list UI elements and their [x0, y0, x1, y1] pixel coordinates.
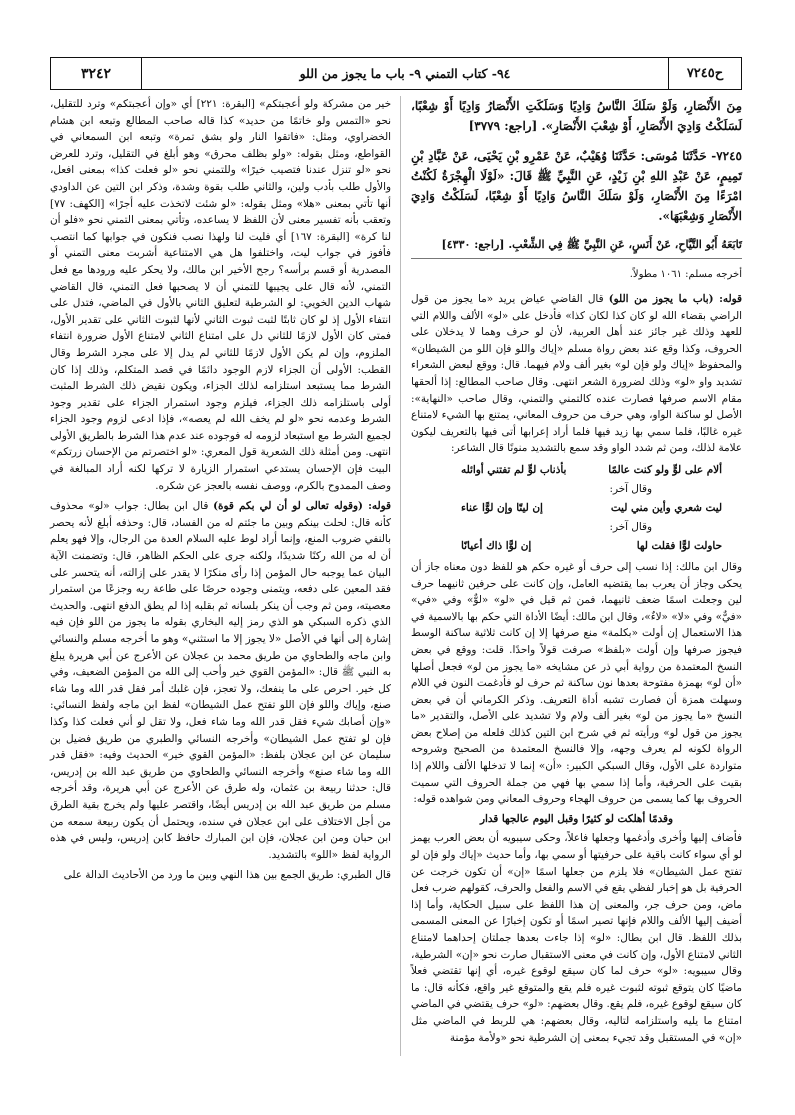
commentary-separator — [411, 258, 742, 259]
hadith-range-label: ح٧٢٤٥ — [668, 58, 741, 89]
poetry-block — [411, 461, 742, 555]
hadith-opening-text: مِنَ الأَنْصَارِ، وَلَوْ سَلَكَ النَّاسُ وَادِيًا وَسَلَكَتِ الأَنْصَارُ وَادِيًا أَوْ شِعْبًا، لَسَلَكْتُ وَادِيَ الأَنْصَارِ، أَوْ شِعْبَ الأَنْصَارِ». [راجع: ٣٧٧٩] — [411, 99, 742, 133]
right-column — [411, 96, 742, 1046]
takhrij-note: أخرجه مسلم: ١٠٦١ مطولاً. — [629, 269, 742, 280]
column-divider — [400, 96, 401, 1056]
left-commentary-lead: قوله: (وقوله تعالى لو أن لي بكم قوة) — [213, 500, 391, 513]
verse-2 — [411, 499, 742, 517]
verse-2-second-hemistich: إن ليتًا وإن لوًّا عناء — [461, 501, 543, 514]
commentary-text-1: قال القاضي عياض يريد «ما يجوز من قول الراضي بقضاء الله لو كان كذا لكان كذا» فأدخل على «لو» الألف واللام التي للعهد وذلك غير جائز عند أهل العربية، لأن لو حرف وهما لا يدخلان على الحروف، وكذا وقع عند بعض رواة مسلم «إياك واللو فإن اللو من الشيطان» والمحفوظ «إياك ولو فإن لو» بغير ألف ولام فيهما. قال: ووقع لبعض الشعراء تشديد واو «لو» وذلك لضرورة الشعر انتهى. وقال صاحب المطالع: إذا ألحقها مقام الاسم صرفها فصارت عنده كالتمني والتمني، وقال صاحب «النهاية»: الأصل لو ساكنة الواو، وهي حرف من حروف المعاني، يمتنع بها الشيء لامتناع غيره غالبًا، فلما سمي بها زيد فيها فلما أراد إعرابها أتى فيها بالتعريف ليكون علامة لذلك، ومن ثم شدد الواو وقد سمع بالتشديد منونًا قال الشاعر: — [411, 293, 742, 455]
mutaba-note: تَابَعَهُ أَبُو التَّيَّاحِ، عَنْ أَنَسٍ، عَنِ النَّبِيِّ ﷺ فِي الشِّعْبِ. [راجع: ٤٣٣٠] — [441, 238, 742, 251]
verse-3-first-hemistich: حاولت لوًّا فقلت لها — [636, 539, 722, 552]
left-column — [50, 96, 391, 884]
page-number: ٣٢٤٢ — [51, 58, 142, 89]
verse-1-first-hemistich: ألام على لوٍّ ولو كنت عالمًا — [608, 463, 722, 476]
chapter-title: ٩٤- كتاب التمني ٩- باب ما يجوز من اللو — [299, 66, 511, 81]
poet-intro-2: وقال آخر: — [609, 482, 652, 495]
verse-1-second-hemistich: بأذناب لوٍّ لم تفتني أوائله — [461, 463, 567, 476]
verse-4: وقدمًا أهلكت لو كثيرًا وقبل اليوم عالجها قدار — [479, 812, 674, 825]
hadith-main-text: حَدَّثَنَا مُوسَى: حَدَّثَنَا وُهَيْبٌ، عَنْ عَمْرِو بْنِ يَحْيَى، عَنْ عَبَّادِ بْنِ تَمِيمٍ، عَنْ عَبْدِ اللهِ بْنِ زَيْدٍ، عَنِ النَّبِيِّ ﷺ قَالَ: «لَوْلَا الْهِجْرَةُ لَكُنْتُ امْرَءًا مِنَ الأَنْصَارِ، وَلَوْ سَلَكَ النَّاسُ وَادِيًا أَوْ شِعْبًا، لَسَلَكْتُ وَادِيَ الأَنْصَارِ وَشِعْبَهَا». — [411, 149, 742, 223]
left-paragraph-1: خير من مشركة ولو أعجبتكم» [البقرة: ٢٢١] أي «وإن أعجبتكم» وترد للتقليل، نحو «التمس ولو خاتمًا من حديد» كذا قاله صاحب المطالع وتبعه ابن هشام الخضراوي، ومثل: «فاتقوا النار ولو بشق تمرة» وتبعه ابن السمعاني في القواطع، ومثل بقوله: «ولو بظلف محرق» وهو أبلغ في التقليل، وترد للعرض نحو «لو تنزل عندنا فتصيب خيرًا» وللتمني نحو «لو فعلت كذا» بمعنى افعل، والأول طلب بأدب ولين، والثاني طلب بقوة وشدة، وذكر ابن التين عن الداودي أنها تأتي بمعنى «هلا» ومثل بقوله: «لو شئت لاتخذت عليه أجرًا» [الكهف: ٧٧] وتعقب بأنه تفسير معنى لأن اللفظ لا يساعده، وتأتي بمعنى التمني نحو «فلو أن لنا كرة» [البقرة: ١٦٧] أي فليت لنا ولهذا نصب فنكون في جوابها كما انتصب فأفوز في جواب ليت، واختلفوا هل هي الامتناعية أشربت معنى التمني أو المصدرية أو قسم برأسه؟ رجح الأخير ابن مالك، ولا يحكر عليه ورودها مع فعل التمني، لأنه قال على يجيبها للتمني أن لا يصحبها فعل التمني، قال القاضي شهاب الدين الخويي: لو الشرطية لتعليق الثاني بالأول في الماضي، فتدل على انتفاء الأول إذ لو كان ثابتًا لثبت ثبوت الثاني لأنها لثبوت الثاني على تقدير الأول، فمتى كان الأول لازمًا للثاني دل على امتناع الثاني لامتناع الأول ضرورة انتفاء الملزوم، وإن لم يكن الأول لازمًا للثاني لم يدل إلا على مجرد الشرط وقال القطب: الأولى أن الجزاء لازم الوجود دائمًا في قصد المتكلم، وذلك إذا كان الشرط مما يستبعد استلزامه لذلك الجزاء، ويكون نقيض ذلك الشرط المثبت أولى باستلزامه ذلك الجزاء، فيلزم وجود استمرار الجزاء على تقدير وجود الشرط وعدمه نحو «لو لم يخف الله لم يعصه»، فإذا ادعى لزوم وجود الجزاء لجميع الشرط مع استبعاد لزومه له فوجوده عند عدم هذا الشرط بالطريق الأولى انتهى. ومن أمثلة ذلك الشعرية قول المعري: «لو اختصرتم من الإحسان زرتكم» البيت فإن الإحسان يستدعي استمرار الزيارة لا تركها لكنه أراد المبالغة في وصف الممدوح بالكرم، ووصف نفسه بالعجز عن شكره. — [50, 98, 391, 492]
page-header — [50, 57, 742, 90]
hadith-7245 — [411, 146, 742, 226]
verse-3 — [411, 537, 742, 555]
left-paragraph-3: قال الطبري: طريق الجمع بين هذا النهي وبين ما ورد من الأحاديث الدالة على — [63, 869, 391, 882]
hadith-number: ٧٢٤٥- — [711, 149, 742, 163]
verse-3-second-hemistich: إن لوًّا ذاك أعيانًا — [461, 539, 532, 552]
verse-2-first-hemistich: ليت شعري وأين مني ليت — [610, 501, 722, 514]
commentary-paragraph-3: فأضاف إليها وأخرى وأدغمها وجعلها فاعلاً، وحكى سيبويه أن بعض العرب يهمز لو أي سواء كانت باقية على حرفيتها أو سمي بها، وأما حديث «إياك ولو فإن لو تفتح عمل الشيطان» فلا يلزم من جعلها اسمًا «إن» أن تكون خرجت عن الحرفية بل هو إخبار لفظي يقع في الاسم والفعل والحرف، كقولهم ضرب فعل ماض، ومن حرف جر، والمعنى إن هذا اللفظ على سبيل الحكاية، وأما إذا أضيف إليها الألف واللام فإنها تصير اسمًا أو تكون إخبارًا عن المعنى المسمى بذلك اللفظ. قال ابن بطال: «لو» إذا جاءت بعدها جملتان إحداهما لامتناع الثاني لامتناع الأول، وإن كانت في معنى الاستقبال صارت نحو «إن» الشرطية، وقال سيبويه: «لو» حرف لما كان سيقع لوقوع غيره، أي إنها تقتضي فعلاً ماضيًا كان يتوقع ثبوته لثبوت غيره فلم يقع والمتوقع غير واقع، فكأنه قال: ما كان سيقع لوقوع غيره، فلم يقع. وقال بعضهم: «لو» حرف يقتضي في الماضي امتناع ما يليه واستلزامه لتاليه، وقال بعضهم: هي للربط في الماضي مثل «إن» في المستقبل وقد تجيء بمعنى إن الشرطية نحو «ولأمة مؤمنة — [411, 832, 742, 1044]
commentary-paragraph-1 — [411, 291, 742, 457]
commentary-paragraph-2: وقال ابن مالك: إذا نسب إلى حرف أو غيره حكم هو للفظ دون معناه جاز أن يحكى وجاز أن يعرب بما يقتضيه العامل، وإن كانت على حرفين ثانيهما حرف لين وجعلت اسمًا ضعف ثانيهما، فمن ثم قيل في «لو» «لوٌّ» وفي «في» «فيٌّ» وفي «لا» «لاءٌ»، وقال ابن مالك: أيضًا الأداة التي حكم بها بالاسمية في هذا الاستعمال إن أولت «بكلمة» منع صرفها إلا إن كانت ثلاثية ساكنة الوسط فيجوز صرفها وإن أولت «بلفظ» صرفت قولاً واحدًا. قلت: ووقع في بعض النسخ المعتمدة من رواية أبي ذر عن مشايخه «ما يجوز من لو» فجعل أصلها «أن لو» بهمزة مفتوحة بعدها نون ساكنة ثم حرف لو فأدغمت النون في اللام وسهلت همزة أن فصارت تشبه أداة التعريف. وذكر الكرماني أن في بعض النسخ «ما يجوز من لو» بغير ألف ولام ولا تشديد على الأصل، والتقدير «ما يجوز من قول لو» ورأيته ثم في شرح ابن التين كذلك فلعله من إصلاح بعض الرواة لكونه لم يعرف وجهه، وإلا فالنسخ المعتمدة من الصحيح وشروحه متواردة على الأول، وقال السبكي الكبير: «أن» إنما لا تدخلها الألف واللام إذا بقيت على الحرفية، وأما إذا سمي بها فهي من جملة الحروف التي سميت الحروف بها كما يسمى من حروف الهجاء وحروف المعاني ومن شواهده قوله: — [411, 560, 742, 806]
left-commentary-text: قال ابن بطال: جواب «لو» محذوف كأنه قال: لحلت بينكم وبين ما جئتم له من الفساد، قال: وحذفه أبلغ لأنه يحصر بالنفي ضروب المنع، وإنما أراد لوط عليه السلام العدة من الرجال، وإلا فهو يعلم أن له من الله ركنًا شديدًا، ولكنه جرى على الحكم الظاهر، قال: وتضمنت الآية البيان عما يوجبه حال المؤمن إذا رأى منكرًا لا يقدر على إزالته، أنه يتحسر على فقد المعين على دفعه، ويتمنى وجوده حرصًا على طاعة ربه وجزعًا من استمرار معصيته، ومن ثم وجب أن ينكر بلسانه ثم بقلبه إذا لم يطق الدفع انتهى. والحديث الذي ذكره السبكي هو الذي رمز إليه البخاري بقوله ما يجوز من اللو فإن فيه إشارة إلى أنها في الأصل «لا يجوز إلا ما استثني» وهو ما أخرجه مسلم والنسائي وابن ماجه والطحاوي من طريق محمد بن عجلان عن الأعرج عن أبي هريرة يبلغ به النبي ﷺ قال: «المؤمن القوي خير وأحب إلى الله من المؤمن الضعيف، وفي كل خير. احرص على ما ينفعك، ولا تعجز، فإن غلبك أمر فقل قدر الله وما شاء صنع، وإياك واللو فإن اللو تفتح عمل الشيطان» لفظ ابن ماجه ولفظ النسائي: «وإن أصابك شيء فقل قدر الله وما شاء فعل، ولا تقل لو أني فعلت كذا وكذا فإن لو تفتح عمل الشيطان» وأخرجه النسائي والطبري من طريق فضيل بن سليمان عن ابن عجلان بلفظ: «المؤمن القوي خير» الحديث وفيه: «فقل قدر الله وما شاء صنع» وأخرجه النسائي والطحاوي من طريق عبد الله بن إدريس، قال: حدثنا ربيعة بن عثمان، وله طرق عن الأعرج عن أبي هريرة، وقد أخرجه مسلم من طريق عبد الله بن إدريس أيضًا، واقتصر عليها ولم يخرج بقية الطرق من أجل الاختلاف على ابن عجلان في سنده، ويحتمل أن يكون ربيعة سمعه من ابن حبان ومن ابن عجلان، فإن ابن المبارك حافظ كابن إدريس، وليس في هذه الرواية لفظ «اللو» بالتشديد. — [50, 500, 391, 861]
commentary-lead: قوله: (باب ما يجوز من اللو) — [608, 293, 743, 305]
left-paragraph-2 — [50, 498, 391, 863]
verse-1 — [411, 461, 742, 479]
poet-intro-3: وقال آخر: — [609, 520, 652, 533]
